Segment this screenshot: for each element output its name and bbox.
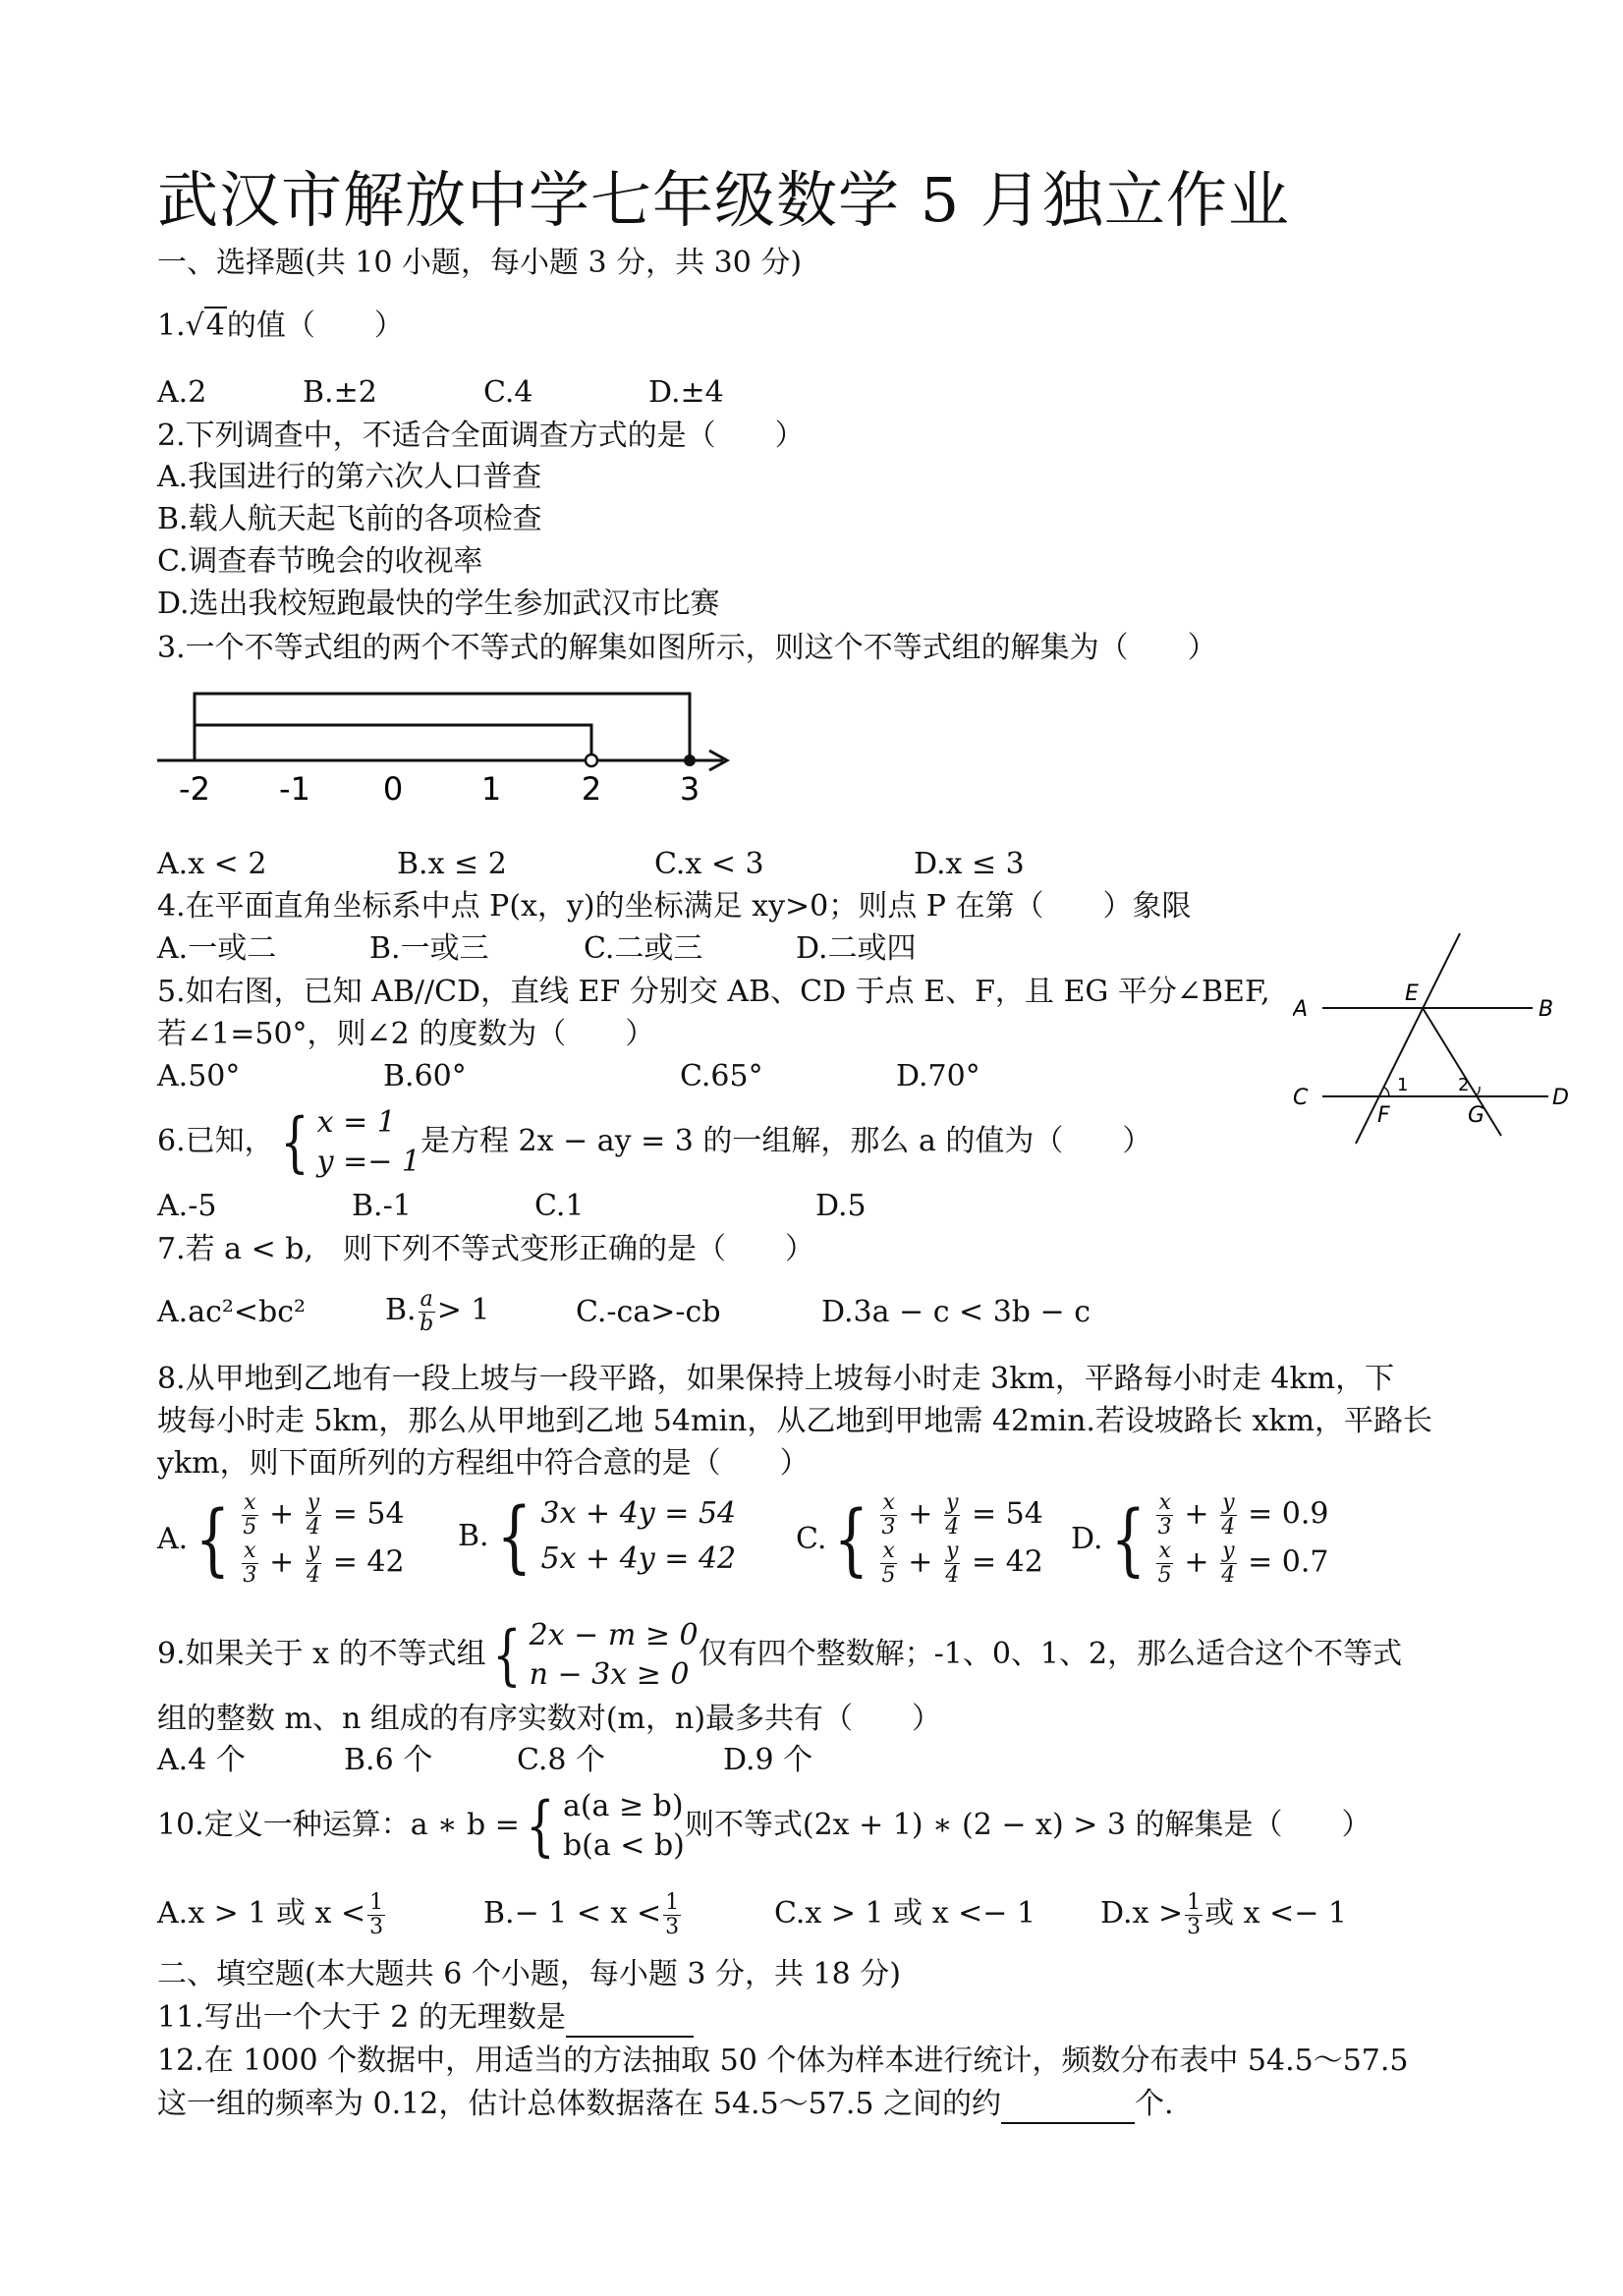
q2-option-a: A.我国进行的第六次人口普查 [157, 460, 542, 494]
q2-option-d: D.选出我校短跑最快的学生参加武汉市比赛 [157, 587, 720, 621]
q4-option-d: D.二或四 [796, 931, 917, 966]
brace-icon: { [279, 1104, 309, 1180]
q10-option-a: A.x > 1 或 x < $\frac{1}{3}$ [157, 1889, 384, 1939]
inequality-system: { 2x − m ≥ 0 n − 3x ≥ 0 [491, 1617, 699, 1693]
question-11: 11.写出一个大于 2 的无理数是 [157, 1998, 694, 2038]
brace-icon: { [526, 1788, 555, 1864]
open-dot-2 [586, 755, 597, 766]
q1-option-d: D.±4 [648, 375, 724, 410]
q9-option-d: D.9 个 [723, 1743, 813, 1777]
tick-label: 1 [480, 770, 502, 808]
q10-option-b: B.− 1 < x < $\frac{1}{3}$ [483, 1889, 680, 1939]
question-7: 7.若 a < b, 则下列不等式变形正确的是（ ） [157, 1232, 814, 1266]
label-a: A [1293, 997, 1309, 1022]
brace-icon: { [491, 1617, 522, 1693]
q9-option-a: A.4 个 [157, 1743, 246, 1777]
q2-option-c: C.调查春节晚会的收视率 [157, 544, 483, 579]
section-1-heading: 一、选择题(共 10 小题，每小题 3 分，共 30 分) [157, 246, 803, 280]
q3-option-b: B.x ≤ 2 [397, 847, 507, 881]
q8-option-a: A. { $\frac{x}{5}$ + $\frac{y}{4}$ = 54 $\frac{x}{3}$ + $\frac{y}{4}$ = 42 [157, 1490, 405, 1588]
q10-option-d: D.x > $\frac{1}{3}$ 或 x <− 1 [1100, 1889, 1348, 1939]
tick-label: 3 [679, 770, 700, 808]
q3-option-c: C.x < 3 [654, 847, 764, 881]
question-12-line-1: 12.在 1000 个数据中，用适当的方法抽取 50 个体为样本进行统计，频数分布表中 54.5～57.5 [157, 2044, 1409, 2078]
question-8-line-2: 坡每小时走 5km，那么从甲地到乙地 54min，从乙地到甲地需 42min.若设坡路长 xkm，平路长 [157, 1404, 1433, 1438]
q2-option-b: B.载人航天起飞前的各项检查 [157, 502, 542, 536]
label-f: F [1377, 1103, 1390, 1128]
q5-option-c: C.65° [680, 1059, 763, 1093]
angle-2-label: 2 [1458, 1075, 1470, 1095]
fraction: $\frac{a}{b}$ [420, 1286, 434, 1336]
angle-1-label: 1 [1397, 1075, 1409, 1095]
brace-icon: { [834, 1493, 869, 1585]
label-e: E [1405, 981, 1419, 1006]
question-2: 2.下列调查中，不适合全面调查方式的是（ ） [157, 419, 805, 453]
q9-option-b: B.6 个 [344, 1743, 433, 1777]
closed-dot-3 [684, 755, 696, 766]
tick-label: -1 [279, 770, 310, 808]
section-2-heading: 二、填空题(本大题共 6 个小题，每小题 3 分，共 18 分) [157, 1957, 901, 1991]
q4-option-a: A.一或二 [157, 931, 277, 966]
q6-option-d: D.5 [815, 1189, 867, 1223]
brace-icon: { [195, 1493, 231, 1585]
q6-option-a: A.-5 [157, 1189, 217, 1223]
q4-option-b: B.一或三 [369, 931, 489, 966]
number-line-figure [147, 678, 737, 815]
q1-option-a: A.2 [157, 375, 207, 410]
label-g: G [1468, 1103, 1485, 1128]
question-5-line-1: 5.如右图，已知 AB//CD，直线 EF 分别交 AB、CD 于点 E、F，且 EG 平分∠BEF, [157, 975, 1270, 1009]
tick-label: 2 [581, 770, 602, 808]
brace-icon: { [496, 1490, 532, 1582]
piecewise-definition: { a(a ≥ b) b(a < b) [526, 1788, 685, 1864]
q5-option-d: D.70° [896, 1059, 980, 1093]
label-b: B [1539, 997, 1554, 1022]
question-8-line-1: 8.从甲地到乙地有一段上坡与一段平路，如果保持上坡每小时走 3km，平路每小时走 4km，下 [157, 1362, 1395, 1396]
parallel-lines-figure [1293, 924, 1578, 1159]
label-d: D [1552, 1086, 1569, 1110]
question-8-line-3: ykm，则下面所列的方程组中符合意的是（ ） [157, 1446, 810, 1481]
q1-option-b: B.±2 [303, 375, 377, 410]
answer-blank[interactable] [566, 2002, 694, 2038]
q9-option-c: C.8 个 [517, 1743, 606, 1777]
answer-blank[interactable] [1001, 2089, 1135, 2124]
q7-option-d: D.3a − c < 3b − c [821, 1295, 1091, 1329]
label-c: C [1293, 1086, 1309, 1110]
question-4: 4.在平面直角坐标系中点 P(x，y)的坐标满足 xy>0；则点 P 在第（ ）象限 [157, 889, 1192, 924]
question-6: 6.已知， { x = 1 y =− 1 是方程 2x − ay = 3 的一组解，那么 a 的值为（ ） [157, 1104, 1152, 1180]
page-title: 武汉市解放中学七年级数学 5 月独立作业 [157, 164, 1290, 236]
q5-option-b: B.60° [383, 1059, 467, 1093]
brace-icon: { [1110, 1493, 1146, 1585]
q4-option-c: C.二或三 [584, 931, 703, 966]
q6-option-b: B.-1 [352, 1189, 412, 1223]
q8-option-b: B. { 3x + 4y = 54 5x + 4y = 42 [458, 1490, 737, 1582]
question-3: 3.一个不等式组的两个不等式的解集如图所示，则这个不等式组的解集为（ ） [157, 631, 1217, 665]
tick-label: -2 [179, 770, 210, 808]
q7-option-b: B. $\frac{a}{b}$ > 1 [385, 1286, 490, 1336]
question-10: 10.定义一种运算：a ∗ b = { a(a ≥ b) b(a < b) 则不等式(2x + 1) ∗ (2 − x) > 3 的解集是（ ） [157, 1788, 1371, 1864]
q8-option-c: C. { $\frac{x}{3}$ + $\frac{y}{4}$ = 54 $\frac{x}{5}$ + $\frac{y}{4}$ = 42 [796, 1490, 1043, 1588]
question-1: 1.√4的值（ ） [157, 307, 404, 346]
question-9-line-2: 组的整数 m、n 组成的有序实数对(m，n)最多共有（ ） [157, 1702, 942, 1736]
q1-option-c: C.4 [483, 375, 533, 410]
q5-option-a: A.50° [157, 1059, 241, 1093]
q6-option-c: C.1 [534, 1189, 585, 1223]
q3-option-d: D.x ≤ 3 [914, 847, 1025, 881]
question-9-line-1: 9.如果关于 x 的不等式组 { 2x − m ≥ 0 n − 3x ≥ 0 仅有四个整数解；-1、0、1、2，那么适合这个不等式 [157, 1617, 1403, 1693]
q7-option-c: C.-ca>-cb [576, 1295, 721, 1329]
q7-option-a: A.ac²<bc² [157, 1295, 307, 1329]
q8-option-d: D. { $\frac{x}{3}$ + $\frac{y}{4}$ = 0.9 $\frac{x}{5}$ + $\frac{y}{4}$ = 0.7 [1071, 1490, 1329, 1588]
tick-label: 0 [382, 770, 404, 808]
question-5-line-2: 若∠1=50°，则∠2 的度数为（ ） [157, 1017, 655, 1051]
sqrt-symbol: √4 [185, 308, 225, 343]
question-12-line-2: 这一组的频率为 0.12，估计总体数据落在 54.5～57.5 之间的约 个. [157, 2085, 1174, 2124]
q10-option-c: C.x > 1 或 x <− 1 [774, 1896, 1036, 1931]
q3-option-a: A.x < 2 [157, 847, 267, 881]
equation-system: { x = 1 y =− 1 [279, 1104, 421, 1180]
